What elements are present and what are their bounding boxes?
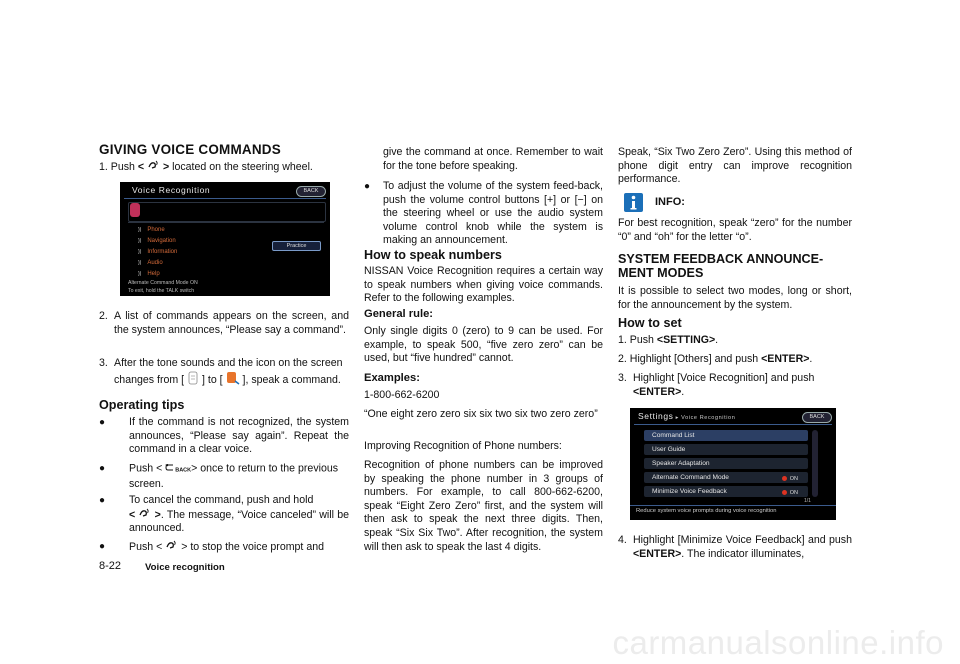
settings-row-speaker-adaptation: Speaker Adaptation — [644, 458, 808, 469]
col3-continuation: Speak, “Six Two Zero Zero”. Using this method of phone digit entry can improve recognition performance. — [618, 146, 852, 186]
talk-waiting-icon — [187, 371, 199, 390]
vr-item-information: )) Information — [138, 249, 178, 255]
vr-item-navigation: )) Navigation — [138, 238, 176, 244]
section-title: GIVING VOICE COMMANDS — [99, 142, 281, 157]
tip-3: ● To cancel the command, push and hold < >. The message, “Voice canceled” will be announced. — [99, 494, 349, 535]
settings-screen — [630, 408, 836, 520]
page-number: 8-22 — [99, 560, 122, 572]
example-number: 1-800-662-6200 — [364, 389, 440, 401]
settings-row-alternate-command: Alternate Command Mode ON — [644, 472, 808, 483]
info-icon — [624, 193, 643, 212]
examples-heading: Examples: — [364, 372, 420, 384]
set-step-4: 4. Highlight [Minimize Voice Feedback] and push <ENTER>. The indicator illuminates, — [618, 534, 852, 560]
talk-ready-icon — [226, 371, 240, 390]
how-to-set-heading: How to set — [618, 316, 682, 330]
settings-row-user-guide: User Guide — [644, 444, 808, 455]
settings-page-indicator: 1/1 — [804, 498, 811, 504]
step-3: 3. After the tone sounds and the icon on the screen changes from [ ] to [ ], speak a command. — [99, 357, 349, 389]
settings-row-minimize-feedback: Minimize Voice Feedback ON — [644, 486, 808, 497]
set-step-3: 3. Highlight [Voice Recognition] and push <ENTER>. — [618, 372, 815, 398]
improving-text: Recognition of phone numbers can be improved by speaking the phone number in 3 groups of numbers. For example, to call 800-662-6200, speak “Eight Zero Zero” first, and the system will then ask to speak the next three digits. Then, speak “Six Six Two”. After recognition, the system will then ask to speak the last 4 digits. — [364, 459, 603, 553]
set-step-2: 2. Highlight [Others] and push <ENTER>. — [618, 353, 813, 365]
info-text: For best recognition, speak “zero” for the number “0” and “oh” for the letter “o”. — [618, 217, 852, 243]
vr-input-box — [128, 202, 326, 222]
vr-item-audio: )) Audio — [138, 260, 163, 266]
settings-title: Settings ▸ Voice Recognition — [638, 411, 736, 421]
talk-icon-2 — [138, 508, 151, 523]
back-icon — [165, 462, 175, 476]
vr-screen-title: Voice Recognition — [132, 185, 211, 195]
info-label: INFO: — [655, 196, 685, 208]
general-rule-heading: General rule: — [364, 308, 434, 320]
tip-2: ● Push < BACK> once to return to the previous screen. — [99, 462, 339, 491]
tip-4: ● Push < > to stop the voice prompt and — [99, 541, 324, 554]
vr-mode-text: Alternate Command Mode ON — [128, 280, 198, 286]
col2-continuation: give the command at once. Remember to wait for the tone before speaking. — [383, 146, 603, 172]
settings-hint: Reduce system voice prompts during voice recognition — [636, 508, 777, 514]
talk-icon — [147, 160, 160, 175]
step-2: 2. A list of commands appears on the screen, and the system announces, “Please say a command”. — [99, 310, 349, 336]
vr-back-button: BACK — [296, 186, 326, 197]
feedback-modes-heading: SYSTEM FEEDBACK ANNOUNCE-MENT MODES — [618, 252, 824, 280]
step-1: 1. Push < > located on the steering wheel. — [99, 161, 313, 174]
vr-exit-text: To exit, hold the TALK switch — [128, 288, 195, 294]
how-to-speak-heading: How to speak numbers — [364, 248, 502, 262]
settings-back-button: BACK — [802, 412, 832, 423]
settings-scrollbar — [812, 430, 818, 497]
voice-recognition-screen — [120, 182, 330, 296]
vr-item-phone: )) Phone — [138, 227, 165, 233]
example-spoken: “One eight zero zero six six two six two zero zero” — [364, 408, 598, 420]
section-footer: Voice recognition — [145, 562, 225, 573]
watermark: carmanualsonline.info — [612, 624, 944, 661]
set-step-1: 1. Push <SETTING>. — [618, 334, 719, 346]
tip-1: ● If the command is not recognized, the system announces, “Please say again”. Repeat the command in a clear voice. — [99, 416, 349, 456]
settings-divider-2 — [630, 505, 836, 506]
vr-divider-2 — [128, 222, 324, 223]
bullet-volume: ● To adjust the volume of the system feed-back, push the volume control buttons [+] or [−] on the steering wheel or use the audio system volume control knob while the system is making an announcement. — [364, 180, 603, 247]
speak-numbers-text: NISSAN Voice Recognition requires a certain way to speak numbers when giving voice commands. Refer to the following examples. — [364, 265, 603, 305]
feedback-modes-text: It is possible to select two modes, long or short, for the announcement by the system. — [618, 285, 852, 311]
settings-row-command-list: Command List — [644, 430, 808, 441]
practice-button: Practice — [272, 241, 321, 251]
vr-item-help: )) Help — [138, 271, 160, 277]
general-rule-text: Only single digits 0 (zero) to 9 can be used. For example, to speak 500, “five zero zero” can be used, but “five hundred” cannot. — [364, 325, 603, 365]
vr-divider — [124, 198, 326, 199]
settings-divider — [634, 424, 832, 425]
operating-tips-heading: Operating tips — [99, 398, 185, 412]
improving-heading: Improving Recognition of Phone numbers: — [364, 440, 562, 452]
talk-icon-3 — [165, 540, 178, 555]
